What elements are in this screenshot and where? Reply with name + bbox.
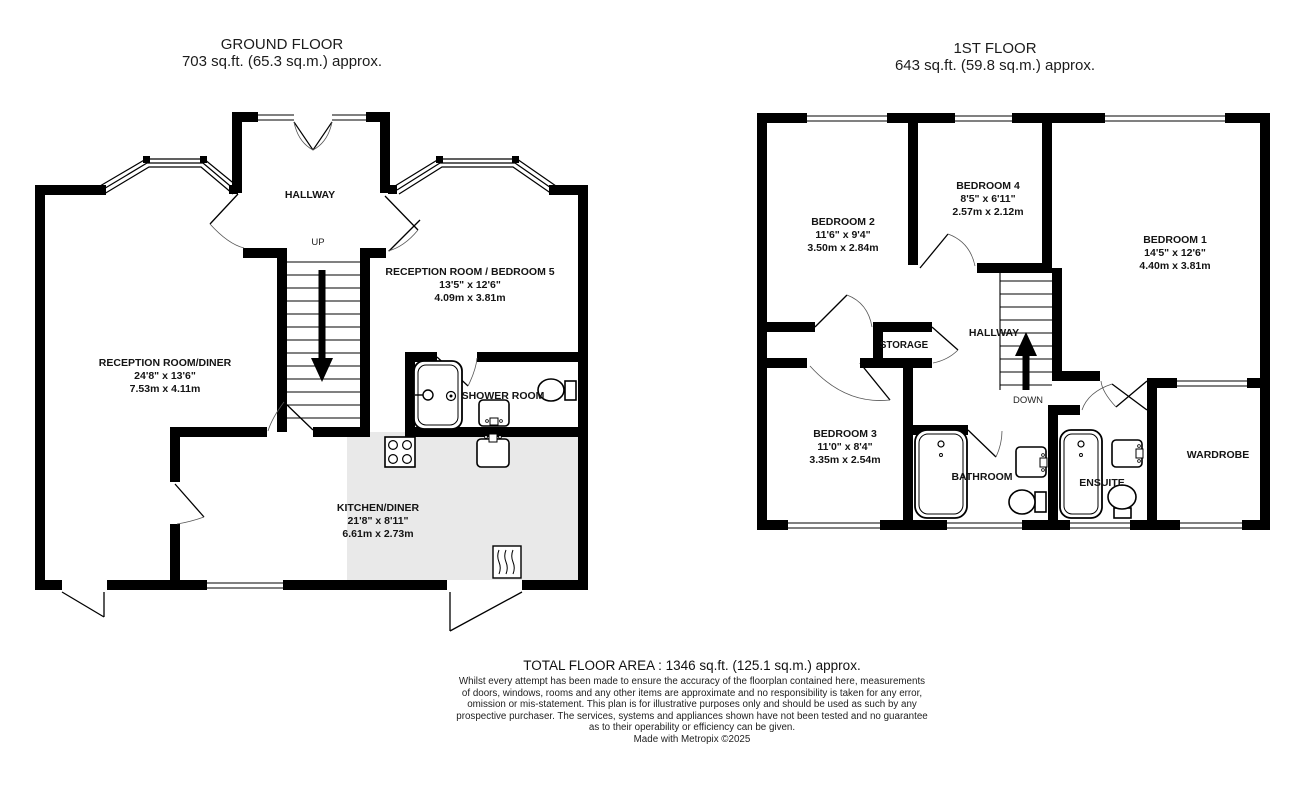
disclaimer-line: Whilst every attempt has been made to ensure the accuracy of the floorplan contained here, measurements [458, 676, 926, 687]
disclaimer-line: omission or mis-statement. This plan is for illustrative purposes only and should be used as such by any [467, 699, 917, 711]
bathroom-sink-icon [1016, 447, 1047, 477]
room-label-shower-room: SHOWER ROOM [461, 390, 545, 402]
ground-floor-title [182, 36, 382, 70]
ground-staircase [287, 262, 360, 418]
first-floor-title-line: 1ST FLOOR [953, 40, 1037, 57]
bay-window-left [100, 159, 237, 194]
room-label-hallway-ground: HALLWAY [284, 189, 336, 201]
first-floor-area-line: 643 sq.ft. (59.8 sq.m.) approx. [894, 57, 1096, 74]
room-label-bedroom2: BEDROOM 2 11'6" x 9'4" 3.50m x 2.84m [807, 216, 879, 254]
stove-icon [385, 437, 415, 467]
disclaimer-line: prospective purchaser. The services, systems and appliances shown have not been tested and no guarantee [456, 710, 928, 722]
room-label-reception-bedroom5: RECEPTION ROOM / BEDROOM 5 13'5" x 12'6" 4.09m x 3.81m [385, 266, 555, 304]
ground-floor-area-line: 703 sq.ft. (65.3 sq.m.) approx. [181, 53, 383, 70]
disclaimer-line: as to their operability or efficiency can be given. [588, 722, 796, 734]
room-label-bathroom: BATHROOM [951, 471, 1013, 483]
first-floor-title [895, 40, 1095, 74]
bay-window-right [395, 159, 556, 194]
first-floor-plan [757, 113, 1270, 530]
first-floor-walls [757, 113, 1270, 530]
kitchen-sink-icon [477, 434, 509, 467]
room-label-hallway-first: HALLWAY [968, 327, 1020, 339]
bathroom-toilet-icon [1009, 490, 1046, 514]
ensuite-sink-icon [1112, 440, 1143, 467]
stairs-down-label: DOWN [1012, 395, 1044, 406]
total-floor-area: TOTAL FLOOR AREA : 1346 sq.ft. (125.1 sq.m.) approx. [523, 658, 861, 673]
stairs-up-label: UP [311, 237, 325, 248]
room-label-kitchen-diner: KITCHEN/DINER 21'8" x 8'11" 6.61m x 2.73m [336, 502, 420, 540]
room-label-ensuite: ENSUITE [1079, 477, 1125, 489]
room-label-bedroom1: BEDROOM 1 14'5" x 12'6" 4.40m x 3.81m [1139, 234, 1211, 272]
room-label-storage: STORAGE [879, 340, 929, 351]
shower-sink-icon [479, 400, 509, 426]
ground-floor-title-line: GROUND FLOOR [220, 36, 344, 53]
extractor-icon [447, 392, 456, 401]
room-label-bedroom3: BEDROOM 3 11'0" x 8'4" 3.35m x 2.54m [809, 428, 881, 466]
room-label-reception-diner: RECEPTION ROOM/DINER 24'8" x 13'6" 7.53m x 4.11m [98, 357, 232, 395]
disclaimer-line: of doors, windows, rooms and any other items are approximate and no responsibility is taken for any error, [461, 687, 923, 699]
room-label-bedroom4: BEDROOM 4 8'5" x 6'11" 2.57m x 2.12m [952, 180, 1024, 218]
disclaimer [456, 676, 927, 746]
ensuite-bathtub-icon [1060, 430, 1102, 518]
metropix-credit: Made with Metropix ©2025 [633, 733, 751, 745]
radiator-icon [493, 546, 521, 578]
room-label-wardrobe: WARDROBE [1186, 449, 1250, 461]
entrance-door [294, 122, 332, 150]
